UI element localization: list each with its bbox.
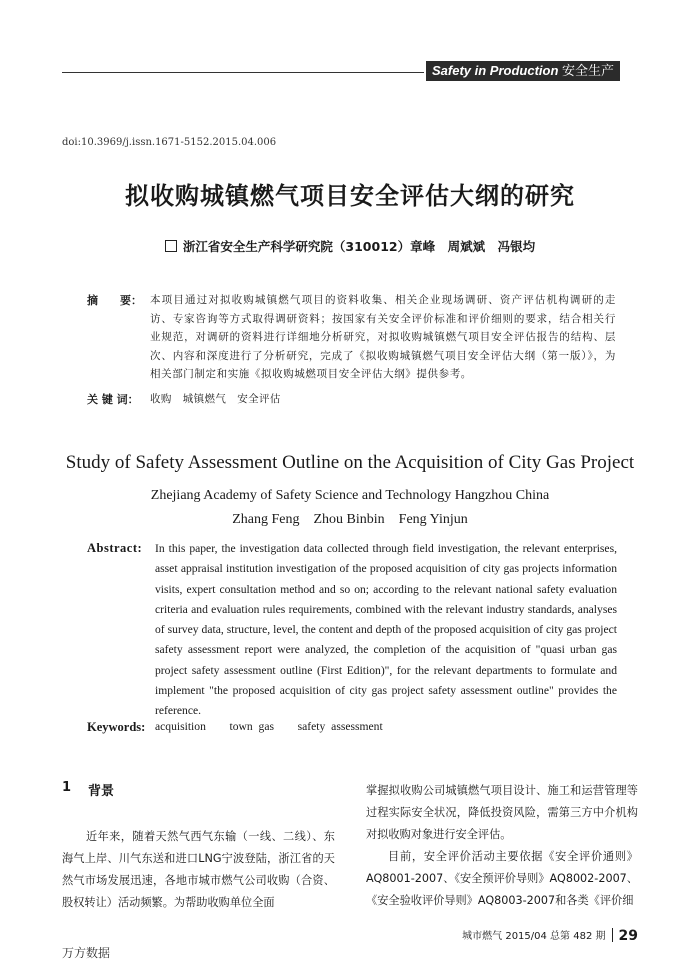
authors-en: Zhang Feng Zhou Binbin Feng Yinjun bbox=[232, 512, 468, 527]
abstract-en-label: Abstract: bbox=[87, 541, 143, 555]
authors-cn-text: 浙江省安全生产科学研究院（310012）章峰 周斌斌 冯银均 bbox=[182, 239, 536, 254]
keywords-en-label: Keywords: bbox=[87, 720, 146, 734]
page-number: 29 bbox=[618, 928, 638, 944]
footer-divider bbox=[612, 928, 613, 942]
section-header-tag bbox=[426, 61, 620, 81]
title-en: Study of Safety Assessment Outline on the Acquisition of City Gas Project bbox=[65, 452, 635, 473]
section-number: 1 bbox=[62, 780, 72, 795]
abstract-cn-label: 摘 要： bbox=[87, 294, 142, 307]
affiliation-en: Zhejiang Academy of Safety Science and Technology Hangzhou China bbox=[150, 488, 550, 503]
watermark: 万方数据 bbox=[62, 946, 111, 960]
section-name-cn: 安全生产 bbox=[562, 63, 615, 78]
body-right-paragraph-2: 目前，安全评价活动主要依据《安全评价通则》AQ8001-2007、《安全预评价导则》AQ8002-2007、《安全验收评价导则》AQ8003-2007和各类《评价细 bbox=[366, 850, 638, 907]
body-left-paragraph: 近年来，随着天然气西气东输（一线、二线）、东海气上岸、川气东送和进口LNG宁波登陆，浙江省的天然气市场发展迅速，各地市城市燃气公司收购（合资、股权转让）活动频繁。为帮助收购单位全面 bbox=[62, 830, 335, 909]
page-footer bbox=[462, 927, 638, 944]
section-title: 背景 bbox=[88, 784, 115, 799]
abstract-cn-text: 本项目通过对拟收购城镇燃气项目的资料收集、相关企业现场调研、资产评估机构调研的走访、专家咨询等方式取得调研资料；按国家有关安全评价标准和评价细则的要求，结合相关行业规范，对调研的资料进行详细地分析研究，对拟收购城镇燃气项目安全评估报告的结构、层次、内容和深度进行了分析研究，完成了《拟收购城镇燃气项目安全评估大纲（第一版）》，为相关部门制定和实施《拟收购城燃项目安全评估大纲》提供参考。 bbox=[150, 294, 616, 380]
section-name-en: Safety in Production bbox=[432, 63, 559, 78]
footer-journal: 城市燃气 2015/04 总第 482 期 bbox=[462, 931, 606, 942]
abstract-en-text: In this paper, the investigation data collected through field investigation, the relevant enterprises, asset appraisal institution investigation of the proposed acquisition of city gas projects information visits, expert consultation method and so on; according to the relevant national safety evaluation criteria and evaluation rules requirements, combined with the relevant industry standards, analyses of survey data, structure, level, the content and depth of the proposed acquisition of city gas project safety assessment report were analyzed, the completion of the acquisition of "quasi urban gas project safety assessment outline (First Edition)", for the relevant departments to formulate and implement "the proposed acquisition of city gas project safety assessment outline" provides the reference. bbox=[155, 542, 617, 718]
doi: doi:10.3969/j.issn.1671-5152.2015.04.006 bbox=[62, 137, 277, 148]
keywords-en-text: acquisition town gas safety assessment bbox=[155, 720, 383, 733]
body-right-paragraph-1: 掌握拟收购公司城镇燃气项目设计、施工和运营管理等过程实际安全状况，降低投资风险，需第三方中介机构对拟收购对象进行安全评估。 bbox=[366, 784, 638, 841]
header-rule bbox=[62, 72, 424, 73]
page-title: 拟收购城镇燃气项目安全评估大纲的研究 bbox=[125, 182, 575, 210]
authors-cn bbox=[0, 237, 700, 255]
keywords-cn-label: 关 键 词： bbox=[87, 393, 139, 406]
square-bullet-icon bbox=[165, 240, 177, 252]
keywords-cn-text: 收购 城镇燃气 安全评估 bbox=[150, 393, 281, 405]
